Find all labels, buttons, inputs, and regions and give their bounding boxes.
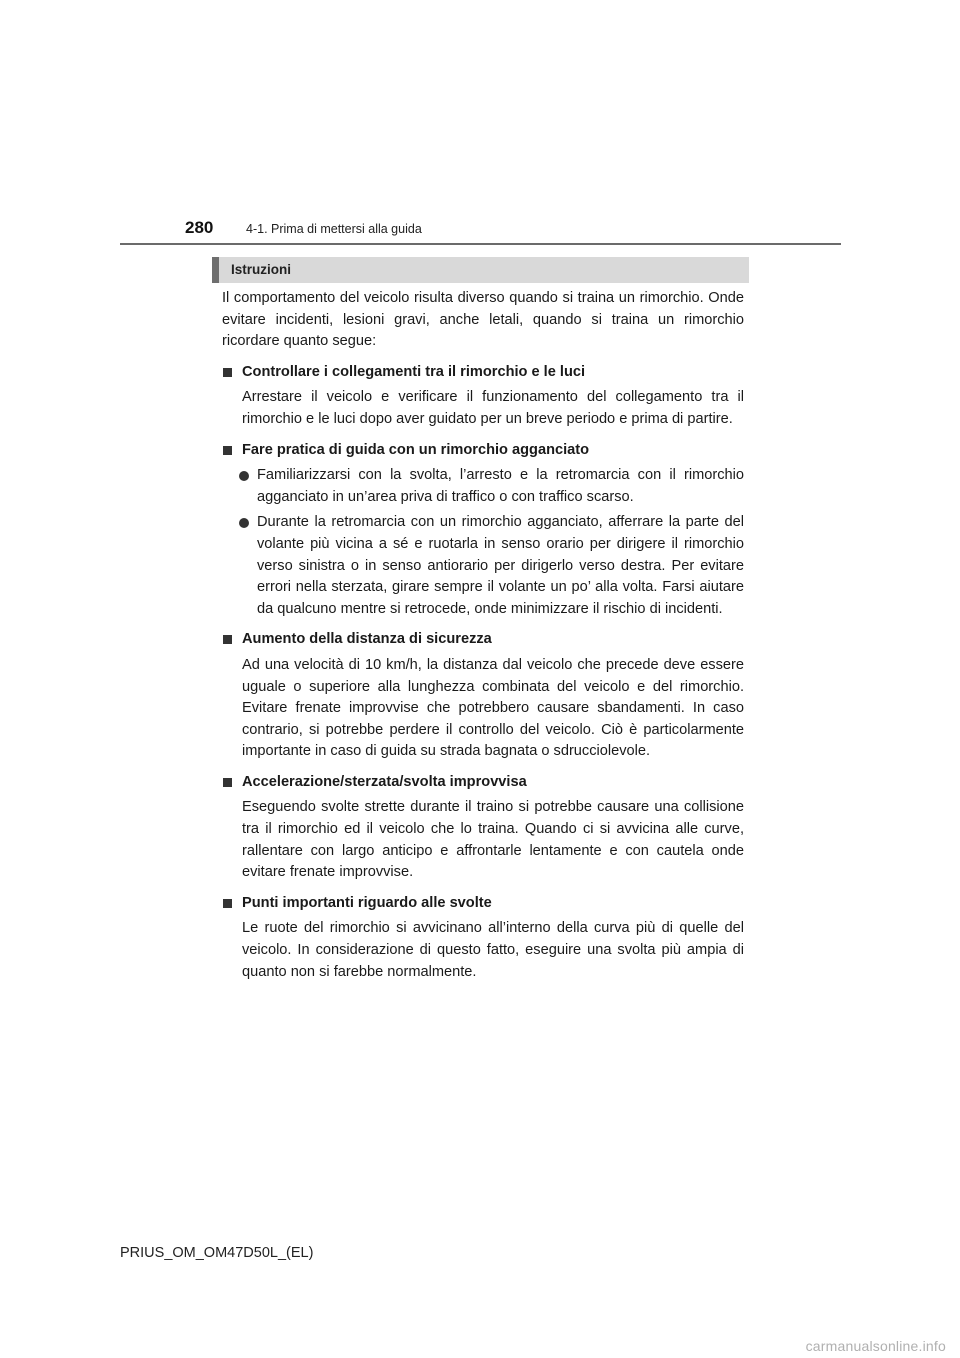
square-bullet-icon <box>223 446 232 455</box>
caution-intro: Il comportamento del veicolo risulta diverso quando si traina un rimorchio. Onde evitare incidenti, lesioni gravi, anche letali, quando si traina un rimorchio ricordare quanto segue: <box>222 290 744 350</box>
item-body: Le ruote del rimorchio si avvicinano all’interno della curva più di quelle del veicolo. In considerazione di questo fatto, eseguire una svolta più ampia di quanto non si farebbe normalmente. <box>242 920 744 980</box>
caution-item-lights <box>222 362 744 431</box>
caution-item-practice <box>222 440 744 621</box>
item-heading <box>222 440 744 462</box>
item-heading-text: Aumento della distanza di sicurezza <box>242 631 492 648</box>
round-bullet-icon <box>239 518 249 528</box>
caution-item-distance <box>222 629 744 763</box>
item-body: Ad una velocità di 10 km/h, la distanza dal veicolo che precede deve essere uguale o superiore alla lunghezza combinata del veicolo e del rimorchio. Evitare frenate improvvise che potrebbero causare sbandamenti. In caso contrario, si potrebbe perdere il controllo del veicolo. Ciò è particolarmente importante in caso di guida su strada bagnata o sdrucciolevole. <box>242 656 744 760</box>
square-bullet-icon <box>223 635 232 644</box>
caution-header-bar <box>212 257 749 283</box>
item-body: Arrestare il veicolo e verificare il funzionamento del collegamento tra il rimorchio e le luci dopo aver guidato per un breve periodo e prima di partire. <box>242 389 744 427</box>
square-bullet-icon <box>223 368 232 377</box>
caution-item-turns <box>222 893 744 983</box>
item-heading <box>222 362 744 384</box>
item-heading-text: Controllare i collegamenti tra il rimorchio e le luci <box>242 363 586 380</box>
watermark: carmanualsonline.info <box>805 1338 946 1354</box>
item-heading <box>222 772 744 794</box>
item-heading <box>222 893 744 915</box>
document-code: PRIUS_OM_OM47D50L_(EL) <box>120 1245 314 1261</box>
bullet-item <box>222 465 744 508</box>
bullet-item <box>222 512 744 620</box>
item-heading-text: Fare pratica di guida con un rimorchio agganciato <box>242 441 590 458</box>
page-number: 280 <box>185 218 214 237</box>
bullet-text: Durante la retromarcia con un rimorchio agganciato, afferrare la parte del volante più vicina a sé e ruotarla in senso orario per dirigere il rimorchio verso sinistra o in senso antiorario per dirigerlo verso destra. Per evitare errori nella sterzata, girare sempre il volante un po’ alla volta. Farsi aiutare da qualcuno mentre si retrocede, onde minimizzare il rischio di incidenti. <box>257 514 744 617</box>
item-heading-text: Punti importanti riguardo alle svolte <box>242 894 492 911</box>
item-heading <box>222 629 744 651</box>
bullet-text: Familiarizzarsi con la svolta, l’arresto e la retromarcia con il rimorchio agganciato in un’area priva di traffico o con traffico scarso. <box>257 467 744 505</box>
item-body: Eseguendo svolte strette durante il traino si potrebbe causare una collisione tra il rimorchio ed il veicolo che lo traina. Quando ci si avvicina alle curve, rallentare con largo anticipo e affrontarle lentamente e con cautela onde evitare frenate improvvise. <box>242 799 744 881</box>
square-bullet-icon <box>223 899 232 908</box>
caution-item-sudden <box>222 772 744 884</box>
caution-title: Istruzioni <box>231 262 291 277</box>
round-bullet-icon <box>239 471 249 481</box>
square-bullet-icon <box>223 778 232 787</box>
section-title: 4-1. Prima di mettersi alla guida <box>246 222 422 236</box>
header-divider <box>120 243 841 245</box>
caution-content <box>222 288 744 992</box>
item-heading-text: Accelerazione/sterzata/svolta improvvisa <box>242 773 527 790</box>
